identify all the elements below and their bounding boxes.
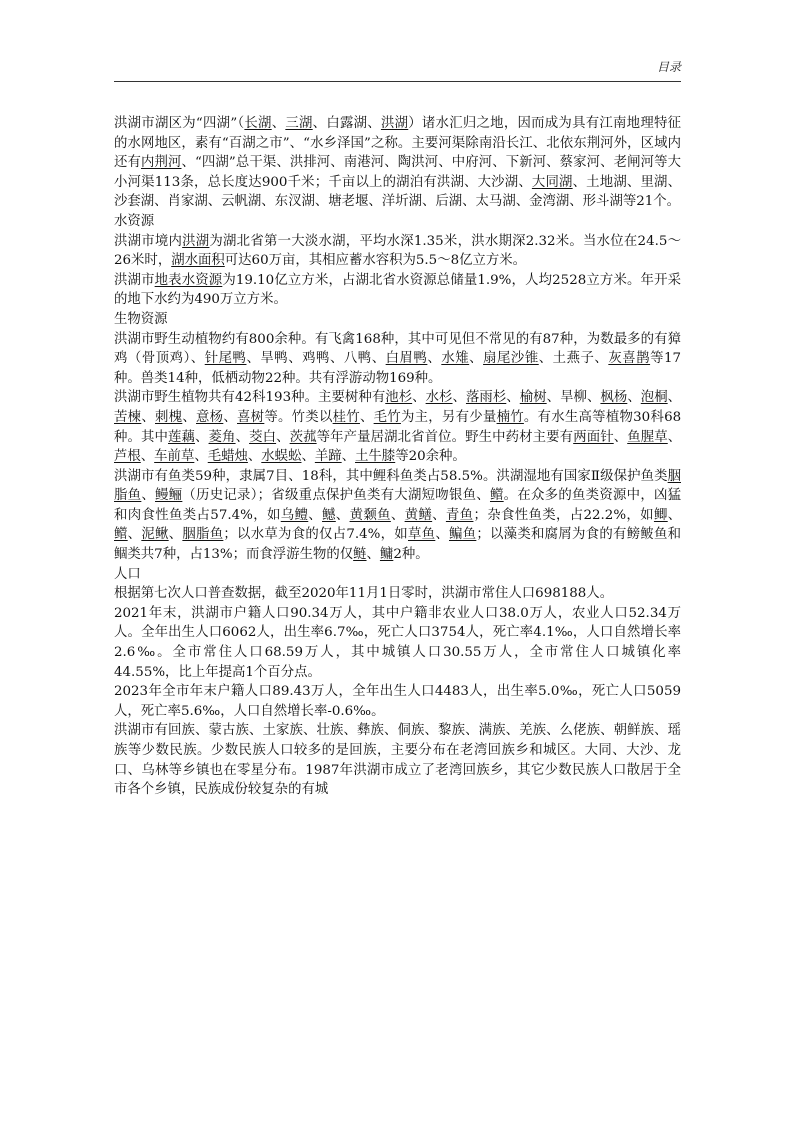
text-run: 根据第七次人口普查数据，截至2020年11月1日零时，洪湖市常住人口698188人。 xyxy=(114,586,614,602)
text-run: 为主，另有少量 xyxy=(400,409,497,425)
text-run: 2021年末，洪湖市户籍人口90.34万人，其中户籍非农业人口38.0万人，农业人口52.34万人。全年出生人口6062人，出生率6.7‰，死亡人口3754人，死亡率4.1‰，人口自然增长率2.6‰。全市常住人口68.59万人，其中城镇人口30.55万人，全市常住人口城镇化率44.55%，比上年提高1个百分点。 xyxy=(114,605,681,680)
text-run: 洪湖市湖区为“四湖”（ xyxy=(114,116,245,131)
text-run: 、 xyxy=(390,507,405,523)
text-run: 、 xyxy=(627,390,641,406)
term-link[interactable]: 水雉 xyxy=(441,351,470,367)
term-link[interactable]: 针尾鸭 xyxy=(204,351,247,367)
text-run: 人口 xyxy=(114,566,141,582)
text-run: 、 xyxy=(412,390,426,406)
term-link[interactable]: 泥鳅 xyxy=(141,527,169,543)
header-label: 目录 xyxy=(656,60,681,74)
text-run: 、土地湖、里湖、沙套湖、肖家湖、云帆湖、东汊湖、塘老堰、洋圻湖、后湖、太马湖、金湾湖、形斗湖等21个。 xyxy=(114,174,681,210)
text-run: 。有水生高等植物30科68种。其中 xyxy=(114,409,682,445)
text-run: 洪湖市境内 xyxy=(114,233,183,249)
paragraph xyxy=(114,271,681,310)
term-link[interactable]: 桂竹 xyxy=(332,409,360,425)
term-link[interactable]: 鲢 xyxy=(353,547,367,563)
term-link[interactable]: 羊蹄 xyxy=(314,449,342,465)
header-rule xyxy=(114,81,681,82)
term-link[interactable]: 枫杨 xyxy=(600,390,628,406)
term-link[interactable]: 白眉鸭 xyxy=(385,351,428,367)
term-link[interactable]: 扇尾沙锥 xyxy=(483,351,539,367)
term-link[interactable]: 鳤 xyxy=(114,527,128,543)
section-heading xyxy=(114,310,681,330)
text-run: 为湖北省第一大淡水湖，平均水深1.35米，洪水期深2.32米。当水位在24.5～26米时， xyxy=(114,233,681,269)
paragraph xyxy=(114,604,681,682)
text-run: 、 xyxy=(667,429,682,445)
term-link[interactable]: 毛蜡烛 xyxy=(207,449,248,465)
term-link[interactable]: 两面针 xyxy=(573,429,614,445)
text-run: 生物资源 xyxy=(114,311,168,327)
term-link[interactable]: 长湖 xyxy=(244,116,272,131)
text-run: 。在众多的鱼类资源中，凶猛和肉食性鱼类占57.4%，如 xyxy=(114,488,682,523)
text-run: 、 xyxy=(432,507,446,523)
text-run: ；杂食性鱼类，占22.2%，如 xyxy=(473,507,654,523)
term-link[interactable]: 鳙 xyxy=(379,547,394,563)
term-link[interactable]: 内荆河 xyxy=(141,155,182,171)
text-run: 、 xyxy=(301,449,315,465)
document-body xyxy=(114,114,681,800)
text-run: 2023年全市年末户籍人口89.43万人，全年出生人口4483人，出生率5.0‰，死亡人口5059人，死亡率5.6‰，人口自然增长率-0.6‰。 xyxy=(114,684,681,719)
term-link[interactable]: 胭脂鱼 xyxy=(114,468,681,504)
text-run: ；以藻类和腐屑为食的有鳑鲏鱼和鲴类共7种，占13%；而食浮游生物的仅 xyxy=(114,527,682,563)
term-link[interactable]: 湖水面积 xyxy=(171,253,225,269)
text-run: 洪湖市有鱼类59种，隶属7目、18科，其中鲤科鱼类占58.5%。洪湖湿地有国家Ⅱ级保护鱼类 xyxy=(114,468,668,484)
text-run: 、白露湖、 xyxy=(312,116,381,131)
paragraph xyxy=(114,584,681,604)
term-link[interactable]: 洪湖 xyxy=(182,233,210,249)
term-link[interactable]: 水蜈蚣 xyxy=(261,449,302,465)
text-run: 等。竹类以 xyxy=(264,409,333,425)
term-link[interactable]: 洪湖 xyxy=(380,116,409,131)
paragraph xyxy=(114,721,681,799)
section-heading xyxy=(114,565,681,585)
text-run: 、 xyxy=(195,429,209,445)
section-heading xyxy=(114,212,681,232)
text-run: 、旱鸭、鸡鸭、八鸭、 xyxy=(246,351,386,367)
text-run: 、 xyxy=(435,527,449,543)
text-run: 、 xyxy=(308,507,323,523)
text-run: （历史记录）；省级重点保护鱼类有大湖短吻银鱼、 xyxy=(182,488,490,504)
text-run: 、 xyxy=(366,547,380,563)
term-link[interactable]: 水杉 xyxy=(425,390,453,406)
text-run: 、 xyxy=(276,429,290,445)
text-run: 、 xyxy=(613,429,628,445)
text-run: 、 xyxy=(341,449,356,465)
text-run: 、 xyxy=(235,429,250,445)
term-link[interactable]: 毛竹 xyxy=(373,409,401,425)
paragraph xyxy=(114,232,681,271)
text-run: 、 xyxy=(667,390,682,406)
term-link[interactable]: 喜树 xyxy=(237,409,265,425)
text-run: 、 xyxy=(140,449,155,465)
term-link[interactable]: 刺槐 xyxy=(155,409,183,425)
text-run: 、“四湖”总干渠、洪排河、南港河、陶洪河、中府河、下新河、蔡家河、老闸河等大小河渠113条，总长度达900千米；千亩以上的湖泊有洪湖、大沙湖、 xyxy=(114,155,682,190)
paragraph xyxy=(114,682,681,721)
text-run: ）诸水汇归之地，因而成为具有江南地理特征的水网地区，素有“百湖之市”、“水乡泽国”之称。主要河渠除南沿长江、北依东荆河外，区域内还有 xyxy=(114,116,682,171)
text-run: 、 xyxy=(141,409,155,425)
text-run: 2种。 xyxy=(393,547,429,563)
text-run: 洪湖市野生动植物约有800余种。有飞禽168种，其中可见但不常见的有87种，为数最多的有獐鸡（骨顶鸡）、 xyxy=(114,331,681,367)
text-run: 可达60万亩，其相应蓄水容积为5.5～8亿立方米。 xyxy=(224,253,527,269)
paragraph xyxy=(114,388,681,466)
term-link[interactable]: 意杨 xyxy=(196,409,224,425)
text-run: 、 xyxy=(168,527,183,543)
term-link[interactable]: 落雨杉 xyxy=(465,390,507,406)
text-run: 、 xyxy=(335,507,350,523)
term-link[interactable]: 三湖 xyxy=(285,116,313,131)
text-run: 、 xyxy=(194,449,208,465)
term-link[interactable]: 鳗鲡 xyxy=(155,488,183,504)
term-link[interactable]: 车前草 xyxy=(154,449,195,465)
term-link[interactable]: 乌鳢 xyxy=(280,507,309,523)
text-run: 、 xyxy=(247,449,262,465)
text-run: 、 xyxy=(359,409,374,425)
term-link[interactable]: 榆树 xyxy=(519,390,547,406)
text-run: ；以水草为食的仅占7.4%，如 xyxy=(223,527,408,543)
text-run: 、 xyxy=(452,390,466,406)
text-run: 为19.10亿立方米，占湖北省水资源总储量1.9%，人均2528立方米。年开采的地下水约为490万立方米。 xyxy=(114,272,682,308)
term-link[interactable]: 鱼腥草 xyxy=(627,429,668,445)
text-run: 等20余种。 xyxy=(395,449,466,465)
text-run: 、 xyxy=(271,116,286,131)
term-link[interactable]: 地表水资源 xyxy=(154,272,223,288)
term-link[interactable]: 草鱼 xyxy=(407,527,436,543)
text-run: 洪湖市有回族、蒙古族、土家族、壮族、彝族、侗族、黎族、满族、羌族、么佬族、朝鲜族、瑶族等少数民族。少数民族人口较多的是回族，主要分布在老湾回族乡和城区。大同、大沙、龙口、乌林等乡镇也在零星分布。1987年洪湖市成立了老湾回族乡，其它少数民族人口散居于全市各个乡镇，民族成份较复杂的有城 xyxy=(114,723,681,798)
text-run: 等年产量居湖北省首位。野生中药材主要有 xyxy=(316,429,574,445)
term-link[interactable]: 泡桐 xyxy=(640,390,668,406)
term-link[interactable]: 鳤 xyxy=(489,488,504,504)
term-link[interactable]: 楠竹 xyxy=(496,409,524,425)
term-link[interactable]: 菱角 xyxy=(208,429,236,445)
text-run: 洪湖市 xyxy=(114,272,155,288)
term-link[interactable]: 茭白 xyxy=(249,429,277,445)
term-link[interactable]: 大同湖 xyxy=(531,174,573,190)
term-link[interactable]: 胭脂鱼 xyxy=(182,527,224,543)
term-link[interactable]: 黄鳝 xyxy=(404,507,433,523)
paragraph xyxy=(114,467,681,565)
text-run: 、旱柳、 xyxy=(546,390,601,406)
term-link[interactable]: 青鱼 xyxy=(445,507,474,523)
text-run: 、 xyxy=(469,351,484,367)
text-run: 、 xyxy=(506,390,520,406)
term-link[interactable]: 池杉 xyxy=(385,390,413,406)
term-link[interactable]: 灰喜鹊 xyxy=(608,351,651,367)
text-run: 、 xyxy=(127,527,142,543)
term-link[interactable]: 鳊鱼 xyxy=(449,527,477,543)
term-link[interactable]: 土牛膝 xyxy=(355,449,396,465)
term-link[interactable]: 鳡 xyxy=(322,507,336,523)
term-link[interactable]: 黄颡鱼 xyxy=(349,507,391,523)
paragraph xyxy=(114,330,681,389)
text-run: 、 xyxy=(141,488,156,504)
text-run: 、土燕子、 xyxy=(538,351,609,367)
term-link[interactable]: 芦根 xyxy=(114,449,141,465)
text-run: 等17种。兽类14种，低栖动物22种。共有浮游动物169种。 xyxy=(114,351,682,386)
paragraph xyxy=(114,114,681,212)
text-run: 、 xyxy=(223,409,237,425)
text-run: 、 xyxy=(667,507,682,523)
term-link[interactable]: 莲藕 xyxy=(168,429,196,445)
term-link[interactable]: 鲫 xyxy=(653,507,668,523)
term-link[interactable]: 苦楝 xyxy=(114,409,142,425)
text-run: 洪湖市野生植物共有42科193种。主要树种有 xyxy=(114,390,386,406)
term-link[interactable]: 茨菰 xyxy=(289,429,317,445)
text-run: 、 xyxy=(427,351,442,367)
text-run: 水资源 xyxy=(114,213,155,229)
text-run: 、 xyxy=(182,409,196,425)
